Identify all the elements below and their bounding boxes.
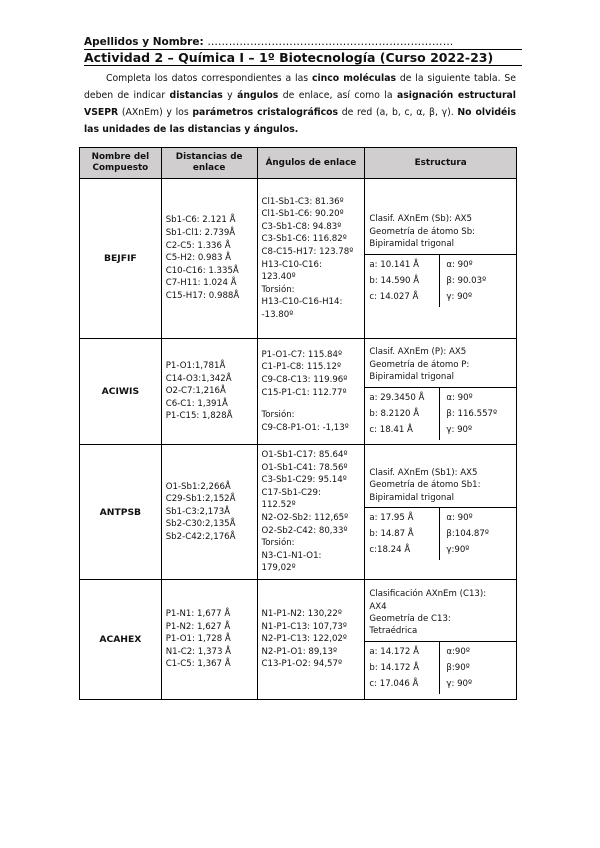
bond-angles-item: 179,02º bbox=[261, 563, 296, 574]
bond-distances bbox=[161, 179, 257, 339]
lattice-length: b: 14.590 Å bbox=[369, 275, 420, 286]
bond-angles-item: Cl1-Sb1-C6: 90.20º bbox=[261, 209, 344, 220]
bond-angles-item bbox=[262, 399, 361, 409]
lattice-length: c:18.24 Å bbox=[369, 545, 411, 556]
bond-angles-item: C9-C8-P1-O1: -1,13º bbox=[261, 422, 349, 433]
bond-angles-item: C3-Sb1-C8: 94.83º bbox=[261, 221, 342, 232]
structure-cell bbox=[365, 339, 517, 445]
vsepr-line: Geometría de átomo Sb1: bbox=[369, 480, 481, 491]
bond-distances-item: Sb1-C3:2,173Å bbox=[165, 506, 231, 517]
lattice-length: a: 14.172 Å bbox=[369, 646, 419, 657]
lattice-angles bbox=[440, 641, 516, 694]
table-row bbox=[80, 339, 517, 445]
bond-distances-item: Sb2-C30:2,135Å bbox=[165, 519, 236, 530]
lattice-length: a: 17.95 Å bbox=[369, 513, 414, 524]
page-title: Actividad 2 – Química I – 1º Biotecnología (Curso 2022-23) bbox=[84, 50, 494, 65]
lattice-angle: β: 116.557º bbox=[446, 408, 498, 419]
name-dots: …………………………………………………………… bbox=[207, 36, 454, 48]
bond-distances-item: C1-C5: 1,367 Å bbox=[165, 659, 231, 670]
bond-distances bbox=[161, 580, 257, 700]
table-row bbox=[80, 445, 517, 580]
bond-distances-item: P1-N2: 1,627 Å bbox=[165, 621, 231, 632]
bond-angles-item: Torsión: bbox=[261, 538, 295, 549]
table-header-row bbox=[80, 148, 517, 179]
lattice-length: b: 14.87 Å bbox=[369, 529, 414, 540]
name-label: Apellidos y Nombre: bbox=[84, 36, 204, 48]
bond-distances-item: C7-H11: 1.024 Å bbox=[165, 278, 237, 289]
bond-distances-item: Sb2-C42:2,176Å bbox=[165, 531, 236, 542]
bond-distances-item: P1-C15: 1,828Å bbox=[165, 411, 233, 422]
bond-angles-item: C3-Sb1-C6: 116.82º bbox=[261, 234, 347, 245]
title-rule bbox=[84, 65, 522, 66]
vsepr-line: Geometría de átomo P: bbox=[369, 359, 470, 370]
vsepr-assignment bbox=[365, 210, 516, 254]
lattice-length: c: 17.046 Å bbox=[369, 678, 419, 689]
bond-angles-item: 112.52º bbox=[261, 500, 296, 511]
lattice-lengths bbox=[365, 641, 440, 694]
bond-angles-item: N2-P1-C13: 122,02º bbox=[261, 634, 347, 645]
bond-angles-item: Torsión: bbox=[261, 284, 295, 295]
bond-angles-item: N1-P1-C13: 107,73º bbox=[261, 621, 347, 632]
vsepr-line: Geometría de átomo Sb: bbox=[369, 226, 476, 237]
structure-cell bbox=[365, 445, 517, 580]
lattice-angle: γ: 90º bbox=[446, 678, 473, 689]
lattice-angle: α: 90º bbox=[446, 392, 473, 403]
header-distances: Distancias de enlace bbox=[161, 148, 257, 179]
lattice-angle: β:104.87º bbox=[446, 529, 489, 540]
vsepr-assignment bbox=[365, 585, 516, 641]
bond-distances-item: P1-O1:1,781Å bbox=[165, 361, 226, 372]
bond-distances-item: Sb1-C6: 2.121 Å bbox=[165, 215, 236, 226]
vsepr-line: Bipiramidal trigonal bbox=[369, 492, 455, 503]
header-angles: Ángulos de enlace bbox=[257, 148, 365, 179]
bond-angles-item: N2-P1-O1: 89,13º bbox=[261, 646, 337, 657]
lattice-length: c: 18.41 Å bbox=[369, 424, 413, 435]
table-row bbox=[80, 580, 517, 700]
vsepr-line: Tetraédrica bbox=[369, 626, 418, 637]
bond-distances-item: C29-Sb1:2,152Å bbox=[165, 494, 236, 505]
lattice-angle: γ: 90º bbox=[446, 291, 473, 302]
bond-distances-item: C2-C5: 1.336 Å bbox=[165, 240, 231, 251]
vsepr-line: Clasif. AXnEm (P): AX5 bbox=[369, 347, 467, 358]
instructions-paragraph: Completa los datos correspondientes a las cinco moléculas de la siguiente tabla. Se deben de indicar distancias y ángulos de enlace, así como la asignación estructural VSEPR (AXnEm) y los parámetros cristalográficos de red (a, b, c, α, β, γ). No olvidéis las unidades de las distancias y ángulos. bbox=[84, 73, 517, 135]
bond-distances-item: P1-N1: 1,677 Å bbox=[165, 609, 231, 620]
bond-angles-item: -13.80º bbox=[261, 309, 294, 320]
vsepr-line: Clasif. AXnEm (Sb): AX5 bbox=[369, 214, 472, 225]
bond-distances-item: Sb1-Cl1: 2.739Å bbox=[165, 228, 236, 239]
bond-angles-item: H13-C10-C16: bbox=[261, 259, 322, 270]
bond-angles-item: N1-P1-N2: 130,22º bbox=[261, 609, 342, 620]
bond-angles-item: C17-Sb1-C29: bbox=[261, 487, 321, 498]
vsepr-line: Bipiramidal trigonal bbox=[369, 239, 455, 250]
bond-distances-item: P1-O1: 1,728 Å bbox=[165, 634, 231, 645]
compound-name: BEJFIF bbox=[80, 179, 162, 339]
bond-distances-item: C15-H17: 0.988Å bbox=[165, 290, 240, 301]
bond-angles-item: C15-P1-C1: 112.77º bbox=[261, 387, 347, 398]
bond-distances-item: C5-H2: 0.983 Å bbox=[165, 253, 232, 264]
lattice-length: a: 10.141 Å bbox=[369, 259, 419, 270]
lattice-angle: α: 90º bbox=[446, 259, 473, 270]
lattice-angles bbox=[440, 254, 516, 307]
bond-angles-item: C3-Sb1-C29: 95.14º bbox=[261, 475, 347, 486]
bond-angles-item: O1-Sb1-C17: 85.64º bbox=[261, 450, 348, 461]
bond-angles-item: O1-Sb1-C41: 78.56º bbox=[261, 462, 348, 473]
bond-angles bbox=[257, 339, 365, 445]
vsepr-line: Clasificación AXnEm (C13): bbox=[369, 589, 487, 600]
bond-angles bbox=[257, 179, 365, 339]
vsepr-line: Geometría de C13: bbox=[369, 614, 451, 624]
compound-name: ANTPSB bbox=[80, 445, 162, 580]
bond-angles-item: C1-P1-C8: 115.12º bbox=[261, 362, 342, 373]
bond-distances bbox=[161, 339, 257, 445]
bond-distances-item: C6-C1: 1,391Å bbox=[165, 398, 228, 409]
bond-angles bbox=[257, 580, 365, 700]
bond-angles-item: 123.40º bbox=[261, 272, 296, 283]
lattice-angles bbox=[440, 508, 516, 561]
bond-angles-item: Cl1-Sb1-C3: 81.36º bbox=[261, 196, 344, 207]
lattice-angle: α: 90º bbox=[446, 513, 473, 524]
lattice-length: c: 14.027 Å bbox=[369, 291, 419, 302]
structure-cell bbox=[365, 179, 517, 339]
bond-distances-item: O1-Sb1:2,266Å bbox=[165, 481, 231, 492]
lattice-angle: γ: 90º bbox=[446, 424, 473, 435]
name-field bbox=[84, 36, 453, 48]
lattice-lengths bbox=[365, 508, 440, 561]
lattice-angle: α:90º bbox=[446, 646, 470, 657]
bond-distances bbox=[161, 445, 257, 580]
vsepr-assignment bbox=[365, 343, 516, 387]
vsepr-line: Clasif. AXnEm (Sb1): AX5 bbox=[369, 467, 478, 478]
lattice-angle: γ:90º bbox=[446, 545, 470, 556]
bond-angles-item: O2-Sb2-C42: 80,33º bbox=[261, 525, 348, 536]
lattice-lengths bbox=[365, 387, 440, 440]
bond-angles-item: N2-O2-Sb2: 112,65º bbox=[261, 513, 349, 523]
vsepr-line: Bipiramidal trigonal bbox=[369, 372, 455, 383]
lattice-angles bbox=[440, 387, 516, 440]
lattice-lengths bbox=[365, 254, 440, 307]
bond-angles-item: Torsión: bbox=[261, 410, 295, 421]
compound-name: ACAHEX bbox=[80, 580, 162, 700]
bond-angles-item: C13-P1-O2: 94,57º bbox=[261, 659, 343, 670]
header-structure: Estructura bbox=[365, 148, 517, 179]
header-compound-name: Nombre del Compuesto bbox=[80, 148, 162, 179]
instructions bbox=[84, 70, 516, 138]
lattice-length: a: 29.3450 Å bbox=[369, 392, 425, 403]
lattice-length: b: 8.2120 Å bbox=[369, 408, 420, 419]
bond-distances-item: O2-C7:1,216Å bbox=[165, 386, 226, 397]
bond-distances-item: C10-C16: 1.335Å bbox=[165, 265, 239, 276]
lattice-angle: β: 90.03º bbox=[446, 275, 487, 286]
vsepr-line: AX4 bbox=[369, 601, 387, 612]
bond-distances-item: C14-O3:1,342Å bbox=[165, 373, 232, 384]
molecules-table bbox=[79, 147, 517, 700]
bond-angles-item: C8-C15-H17: 123.78º bbox=[261, 246, 354, 257]
bond-angles-item: P1-O1-C7: 115.84º bbox=[261, 349, 343, 360]
bond-angles-item: C9-C8-C13: 119.96º bbox=[261, 374, 348, 385]
lattice-length: b: 14.172 Å bbox=[369, 662, 420, 673]
compound-name: ACIWIS bbox=[80, 339, 162, 445]
bond-distances-item: N1-C2: 1,373 Å bbox=[165, 646, 232, 657]
table-row bbox=[80, 179, 517, 339]
lattice-angle: β:90º bbox=[446, 662, 470, 673]
structure-cell bbox=[365, 580, 517, 700]
bond-angles-item: H13-C10-C16-H14: bbox=[261, 297, 343, 308]
vsepr-assignment bbox=[365, 464, 516, 508]
bond-angles-item: N3-C1-N1-O1: bbox=[261, 550, 322, 561]
bond-angles bbox=[257, 445, 365, 580]
